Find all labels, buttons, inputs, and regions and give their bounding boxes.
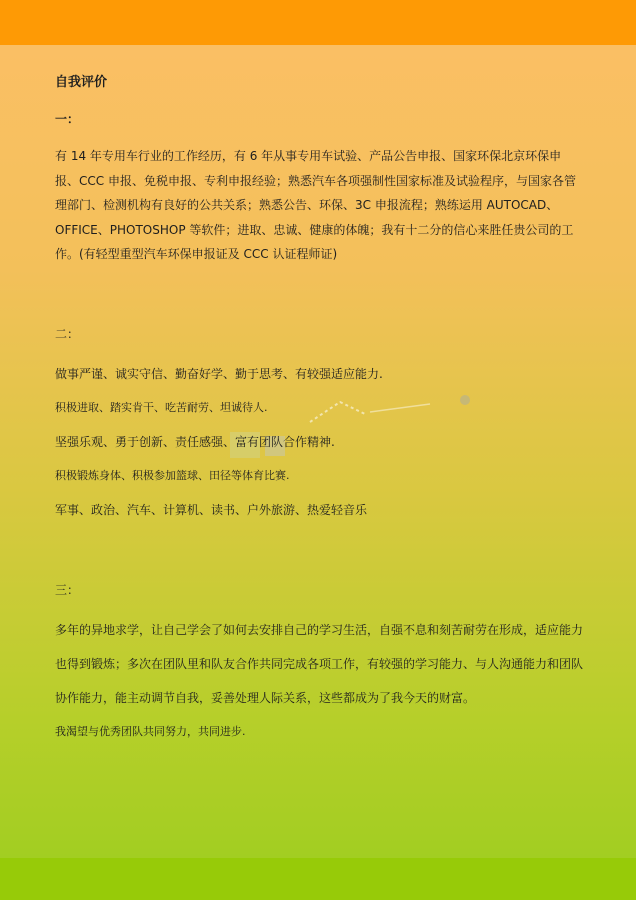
list-item: 做事严谨、诚实守信、勤奋好学、勤于思考、有较强适应能力. [55, 366, 383, 381]
section-one [55, 108, 585, 267]
section-three [55, 579, 585, 749]
section-label: 一： [55, 112, 80, 126]
page-title: 自我评价 [55, 75, 108, 90]
list-item: 积极锻炼身体、积极参加篮球、田径等体育比赛. [55, 468, 290, 482]
section-paragraph: 多年的异地求学，让自己学会了如何去安排自己的学习生活，自强不息和刻苦耐劳在形成，适应能力也得到锻炼；多次在团队里和队友合作共同完成各项工作，有较强的学习能力、与人沟通能力和团队协作能力，能主动调节自我，妥善处理人际关系，这些都成为了我今天的财富。 [55, 622, 584, 705]
section-label: 二： [55, 326, 80, 341]
top-color-bar [0, 0, 636, 45]
closing-line: 我渴望与优秀团队共同努力，共同进步. [55, 724, 246, 738]
section-paragraph: 有 14 年专用车行业的工作经历，有 6 年从事专用车试验、产品公告申报、国家环保北京环保申报、CCC 申报、免税申报、专利申报经验；熟悉汽车各项强制性国家标准及试验程序，与国家各管理部门、检测机构有良好的公共关系；熟悉公告、环保、3C 申报流程；熟练运用 AUTOCAD、OFFICE、PHOTOSHOP 等软件；进取、忠诚、健康的体魄；我有十二分的信心来胜任贵公司的工作。(有轻型重型汽车环保申报证及 CCC 认证程师证) [55, 149, 576, 261]
bottom-color-bar [0, 858, 636, 900]
list-item: 军事、政治、汽车、计算机、读书、户外旅游、热爱轻音乐 [55, 502, 368, 517]
self-evaluation-document [55, 72, 585, 749]
list-item: 积极进取、踏实肯干、吃苦耐劳、坦诚待人. [55, 400, 268, 414]
list-item: 坚强乐观、勇于创新、责任感强、富有团队合作精神. [55, 434, 335, 449]
section-two [55, 323, 585, 527]
section-label: 三： [55, 582, 80, 597]
